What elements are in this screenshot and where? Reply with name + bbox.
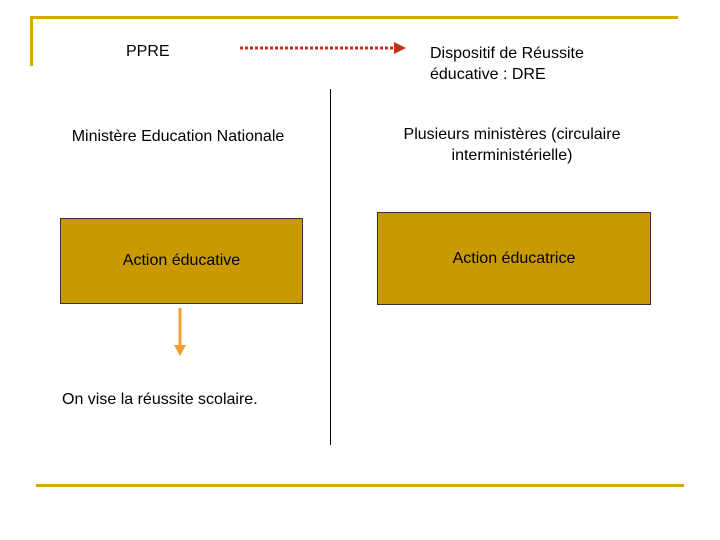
dotted-arrow-head <box>394 42 406 54</box>
frame-top-line <box>30 16 678 19</box>
result-label: On vise la réussite scolaire. <box>62 391 258 408</box>
ministry-label-left: Ministère Education Nationale <box>71 128 285 145</box>
frame-left-line <box>30 16 33 66</box>
ppre-label: PPRE <box>126 43 170 60</box>
ministry-right-line1: Plusieurs ministères (circulaire <box>403 126 621 143</box>
action-educatrice-label: Action éducatrice <box>452 250 576 267</box>
action-educatrice-box <box>377 212 651 305</box>
vertical-divider <box>330 89 331 445</box>
dotted-arrow <box>240 40 410 56</box>
frame-bottom-line <box>36 484 684 487</box>
ministry-right-line2: interministérielle) <box>451 147 573 164</box>
dre-title-line2: éducative : DRE <box>430 66 546 83</box>
dre-title-line1: Dispositif de Réussite <box>430 45 584 62</box>
dre-title <box>430 43 670 85</box>
ministry-label-right <box>374 124 650 166</box>
down-arrow-head <box>174 345 186 356</box>
down-arrow <box>170 308 190 358</box>
action-educative-box <box>60 218 303 304</box>
action-educative-label: Action éducative <box>122 252 241 269</box>
